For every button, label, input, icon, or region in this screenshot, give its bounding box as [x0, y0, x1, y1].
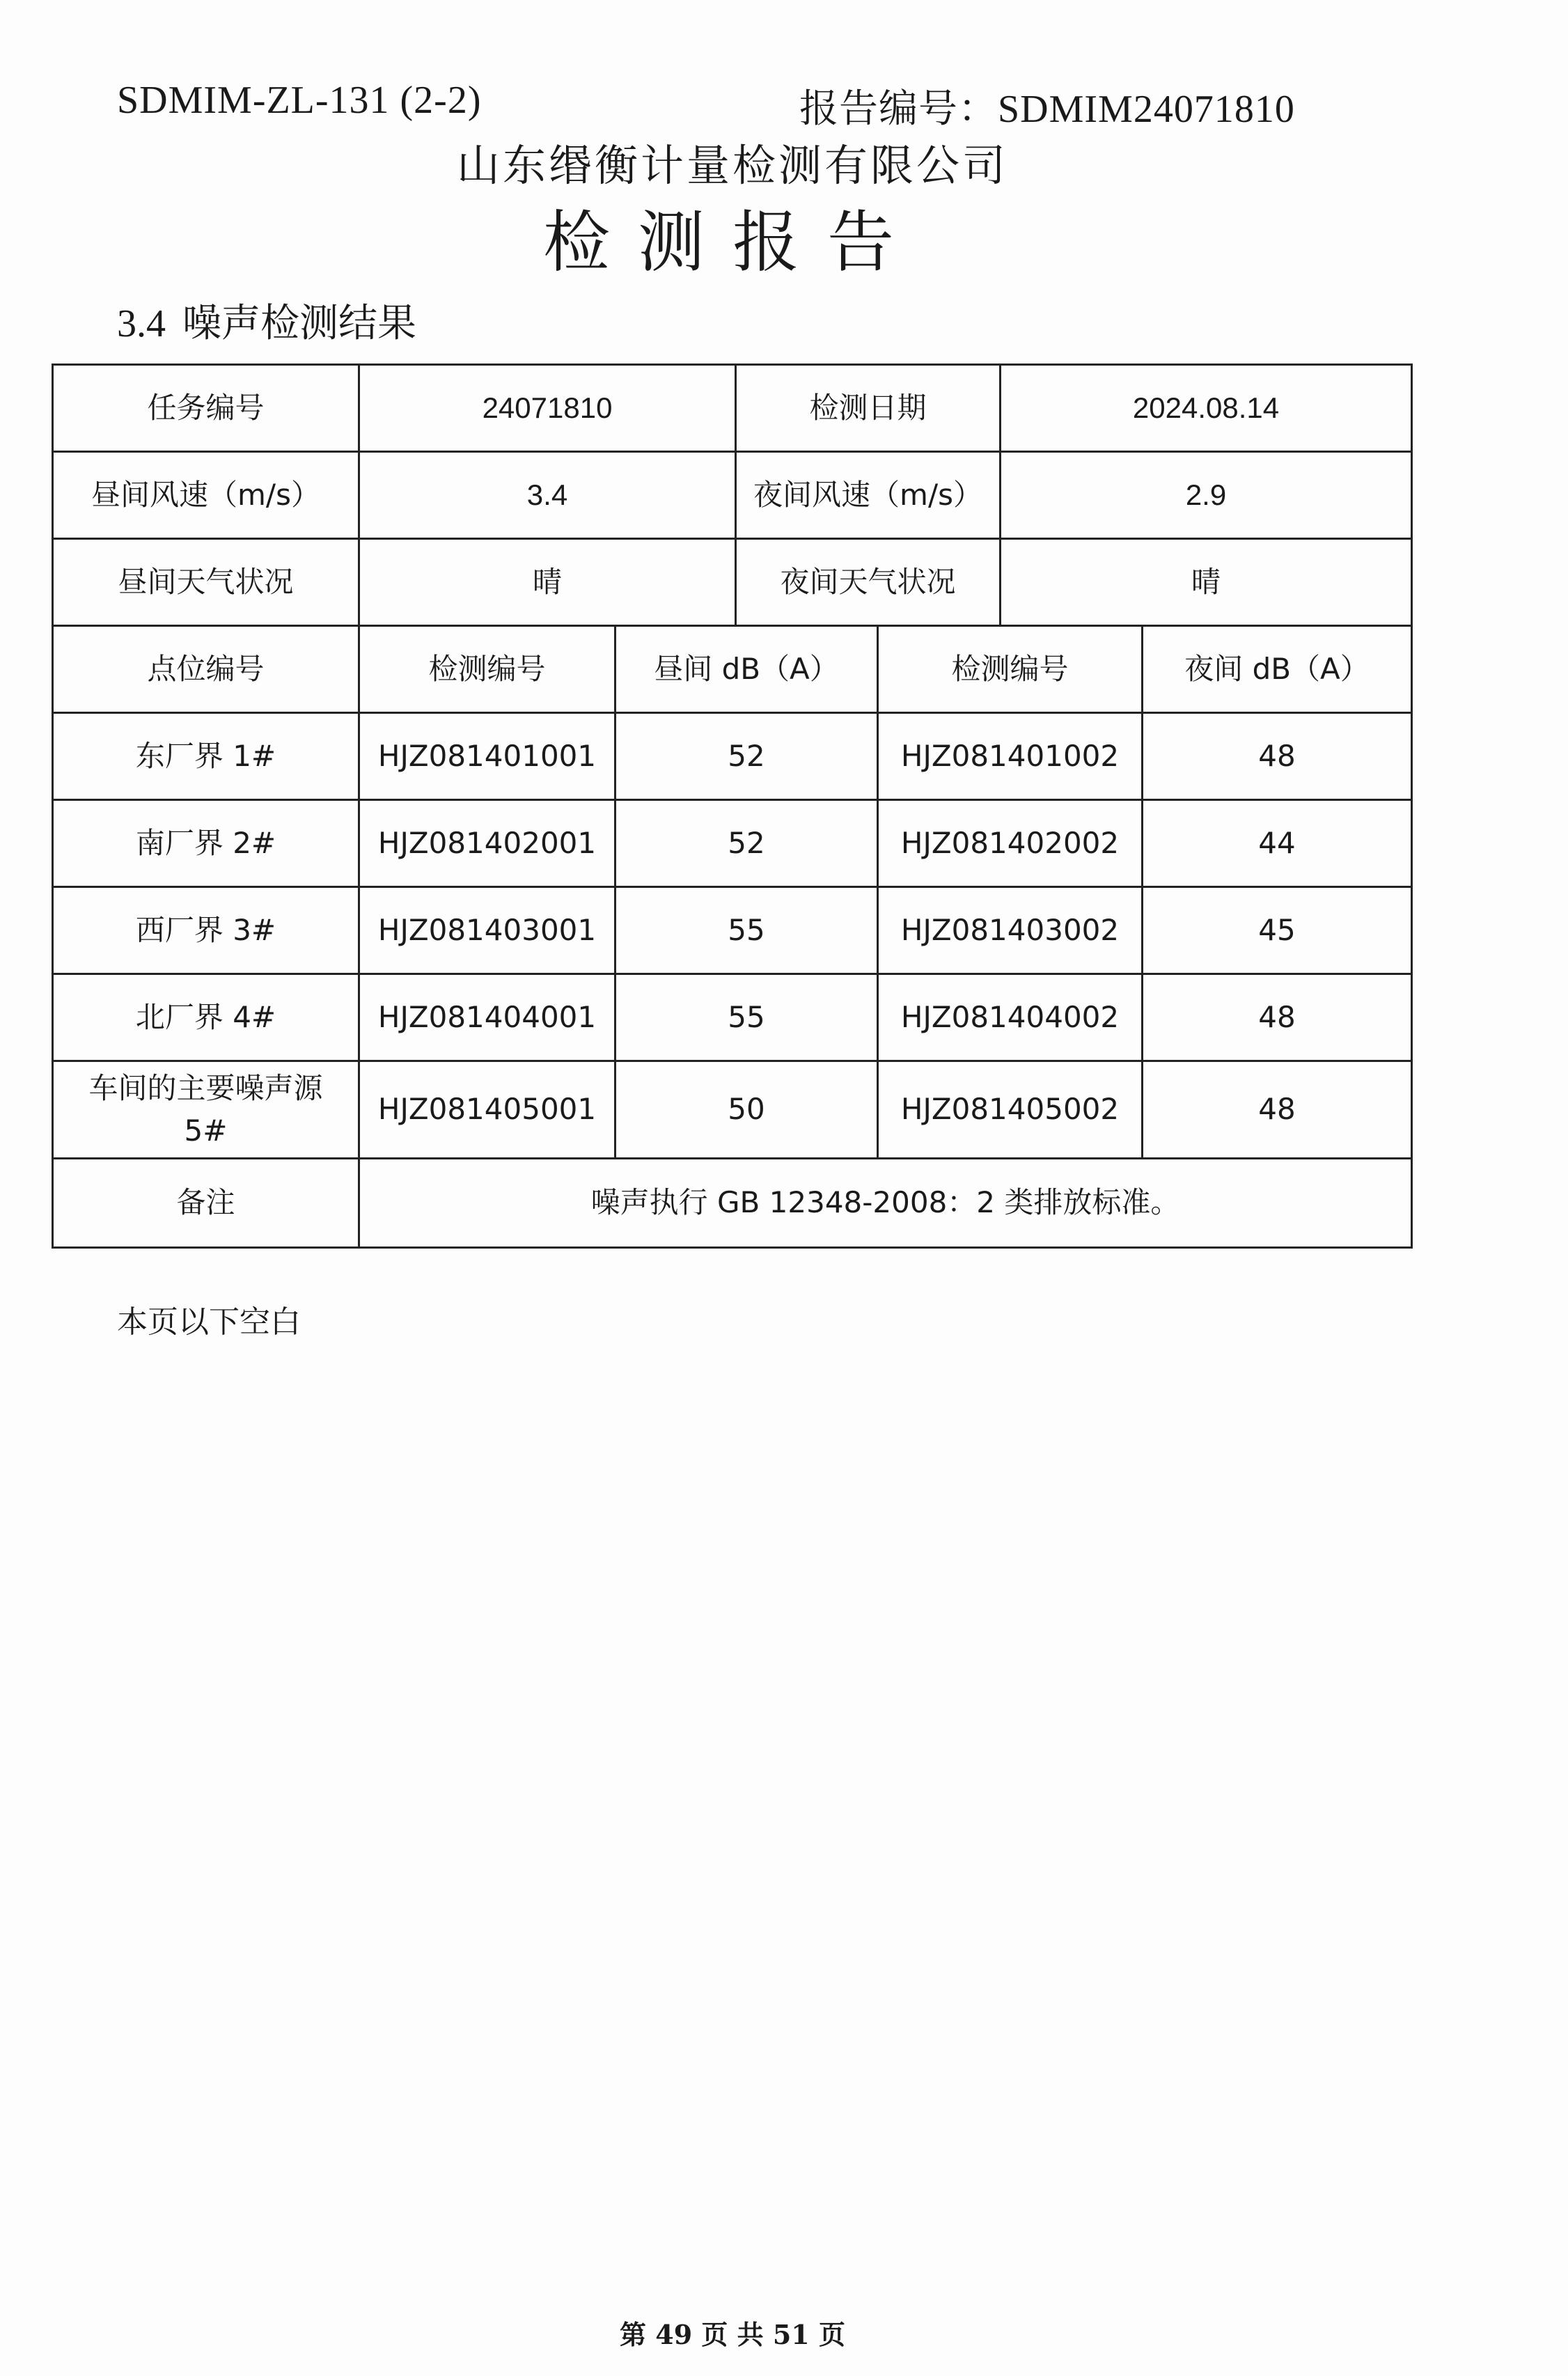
- header-cell: 夜间 dB（A）: [1143, 626, 1412, 713]
- report-number: 报告编号：SDMIM24071810: [799, 88, 1295, 131]
- day-test-id: HJZ081404001: [359, 974, 616, 1061]
- task-row: [53, 365, 1412, 452]
- note-row: [53, 1159, 1412, 1248]
- date-value: 2024.08.14: [1001, 365, 1412, 452]
- day-test-id: HJZ081401001: [359, 713, 616, 800]
- day-test-id: HJZ081403001: [359, 887, 616, 974]
- day-wind-label: 昼间风速（m/s）: [53, 452, 359, 539]
- day-db: 50: [616, 1061, 878, 1159]
- point-name: 西厂界 3#: [53, 887, 359, 974]
- point-name: 车间的主要噪声源 5#: [53, 1061, 359, 1159]
- night-db: 48: [1143, 1061, 1412, 1159]
- note-text: 噪声执行 GB 12348-2008：2 类排放标准。: [359, 1159, 1412, 1248]
- night-wind-value: 2.9: [1001, 452, 1412, 539]
- page-footer: 第 49 页 共 51 页: [620, 2319, 845, 2350]
- point-name: 南厂界 2#: [53, 800, 359, 887]
- document-code: SDMIM-ZL-131 (2-2): [117, 79, 482, 122]
- night-weather-value: 晴: [1001, 539, 1412, 626]
- night-db: 48: [1143, 974, 1412, 1061]
- task-no-label: 任务编号: [53, 365, 359, 452]
- day-test-id: HJZ081405001: [359, 1061, 616, 1159]
- section-heading: [117, 292, 416, 348]
- night-test-id: HJZ081402002: [878, 800, 1143, 887]
- noise-results-table: [52, 364, 1413, 627]
- header-cell: 检测编号: [359, 626, 616, 713]
- date-label: 检测日期: [736, 365, 1001, 452]
- report-title: 检测报告: [543, 203, 922, 281]
- night-test-id: HJZ081404002: [878, 974, 1143, 1061]
- night-db: 48: [1143, 713, 1412, 800]
- section-number: 3.4: [117, 302, 166, 345]
- weather-row: [53, 539, 1412, 626]
- night-wind-label: 夜间风速（m/s）: [736, 452, 1001, 539]
- table-row: [53, 887, 1412, 974]
- day-wind-value: 3.4: [359, 452, 736, 539]
- day-weather-value: 晴: [359, 539, 736, 626]
- header-cell: 点位编号: [53, 626, 359, 713]
- header-row: [53, 626, 1412, 713]
- day-db: 55: [616, 974, 878, 1061]
- night-test-id: HJZ081401002: [878, 713, 1143, 800]
- day-db: 55: [616, 887, 878, 974]
- section-title: 噪声检测结果: [182, 301, 416, 346]
- note-label: 备注: [53, 1159, 359, 1248]
- day-db: 52: [616, 713, 878, 800]
- night-test-id: HJZ081403002: [878, 887, 1143, 974]
- day-db: 52: [616, 800, 878, 887]
- night-test-id: HJZ081405002: [878, 1061, 1143, 1159]
- day-test-id: HJZ081402001: [359, 800, 616, 887]
- night-db: 45: [1143, 887, 1412, 974]
- header-cell: 昼间 dB（A）: [616, 626, 878, 713]
- company-name: 山东缗衡计量检测有限公司: [456, 140, 1008, 191]
- table-row: [53, 713, 1412, 800]
- night-weather-label: 夜间天气状况: [736, 539, 1001, 626]
- noise-measurements-table: [52, 625, 1413, 1249]
- table-row: [53, 800, 1412, 887]
- night-db: 44: [1143, 800, 1412, 887]
- table-row: [53, 1061, 1412, 1159]
- table-row: [53, 974, 1412, 1061]
- header-cell: 检测编号: [878, 626, 1143, 713]
- blank-below-note: 本页以下空白: [117, 1304, 301, 1340]
- wind-row: [53, 452, 1412, 539]
- point-name: 北厂界 4#: [53, 974, 359, 1061]
- task-no-value: 24071810: [359, 365, 736, 452]
- point-name: 东厂界 1#: [53, 713, 359, 800]
- day-weather-label: 昼间天气状况: [53, 539, 359, 626]
